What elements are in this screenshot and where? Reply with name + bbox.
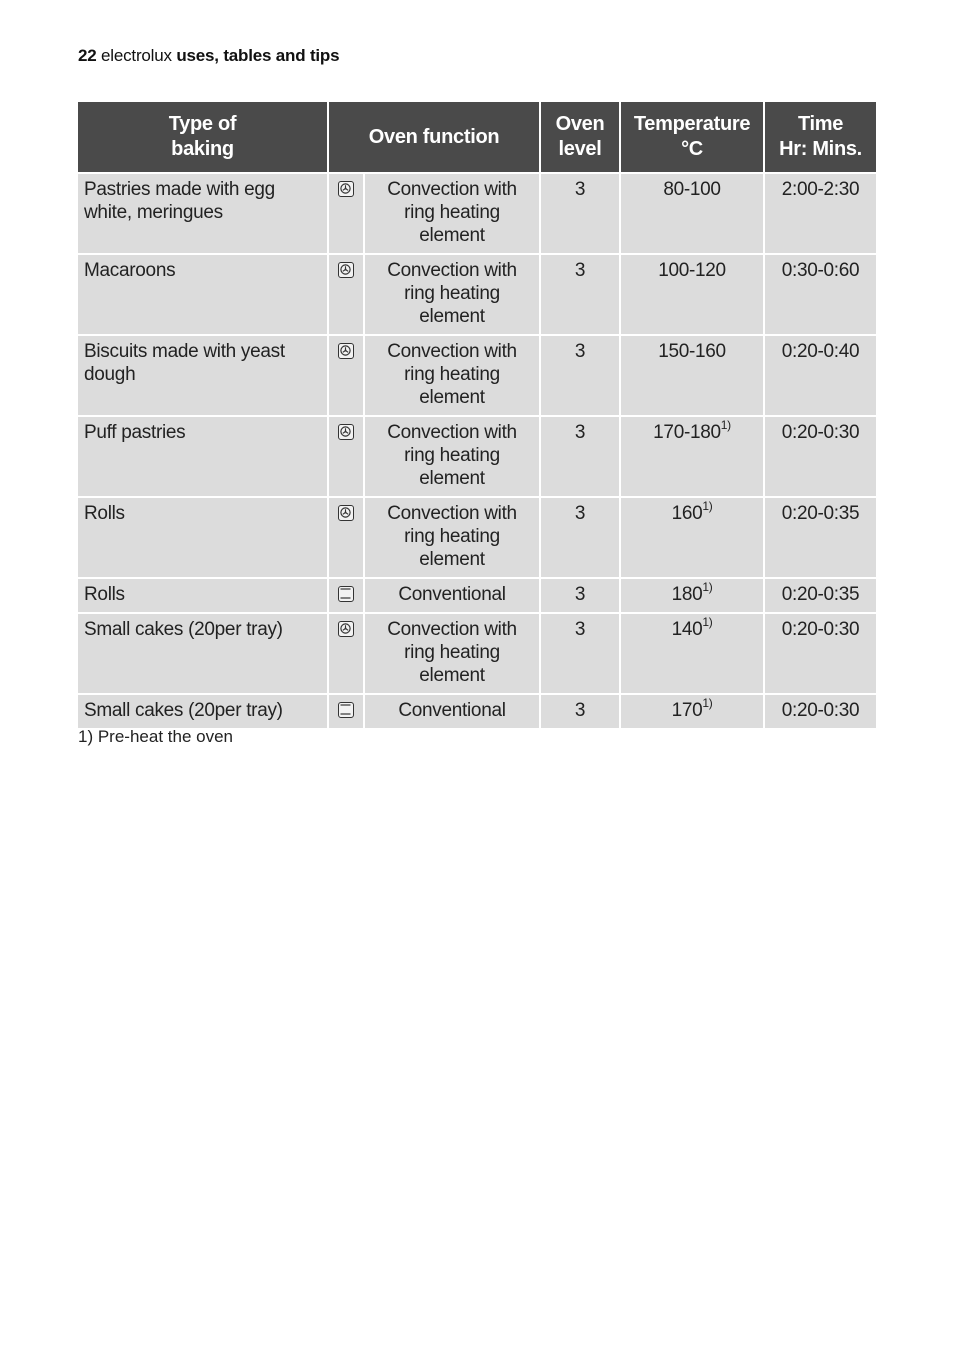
- brand-name: electrolux: [101, 46, 172, 65]
- cell-icon: [328, 578, 364, 613]
- cell-function: Convection with ring heating element: [364, 416, 540, 497]
- temperature-value: 160: [671, 503, 703, 524]
- cell-function: Convection with ring heating element: [364, 613, 540, 694]
- cell-level: 3: [540, 254, 620, 335]
- cell-type: Biscuits made with yeast dough: [78, 335, 328, 416]
- table-header-row: [78, 102, 876, 173]
- cell-temperature: [620, 335, 764, 416]
- footnote-marker: 1): [702, 615, 713, 629]
- temperature-value: 170-180: [653, 422, 721, 443]
- table-row: [78, 173, 876, 254]
- column-header-time: Time Hr: Mins.: [764, 102, 876, 173]
- cell-type: Rolls: [78, 578, 328, 613]
- cell-time: 0:20-0:30: [764, 416, 876, 497]
- convection-ring-icon: [338, 621, 354, 637]
- cell-type: Small cakes (20per tray): [78, 613, 328, 694]
- cell-icon: [328, 335, 364, 416]
- cell-temperature: [620, 694, 764, 728]
- cell-type: Rolls: [78, 497, 328, 578]
- cell-temperature: [620, 254, 764, 335]
- cell-function: Convection with ring heating element: [364, 497, 540, 578]
- convection-ring-icon: [338, 262, 354, 278]
- cell-level: 3: [540, 335, 620, 416]
- page-number: 22: [78, 46, 97, 65]
- temperature-value: 150-160: [658, 341, 726, 362]
- cell-icon: [328, 694, 364, 728]
- cell-time: 0:20-0:30: [764, 613, 876, 694]
- cell-type: Pastries made with egg white, meringues: [78, 173, 328, 254]
- cell-type: Macaroons: [78, 254, 328, 335]
- cell-level: 3: [540, 497, 620, 578]
- convection-ring-icon: [338, 343, 354, 359]
- table-row: [78, 578, 876, 613]
- column-header-type: Type of baking: [78, 102, 328, 173]
- cell-icon: [328, 173, 364, 254]
- temperature-value: 80-100: [663, 179, 721, 200]
- cell-icon: [328, 254, 364, 335]
- table-row: [78, 497, 876, 578]
- cell-function: Conventional: [364, 694, 540, 728]
- cell-time: 0:20-0:35: [764, 497, 876, 578]
- cell-level: 3: [540, 694, 620, 728]
- cell-time: 0:20-0:40: [764, 335, 876, 416]
- cell-icon: [328, 613, 364, 694]
- footnote-marker: 1): [702, 696, 713, 710]
- footnote-marker: 1): [720, 418, 731, 432]
- temperature-value: 170: [671, 700, 703, 721]
- cell-function: Convection with ring heating element: [364, 254, 540, 335]
- convection-ring-icon: [338, 424, 354, 440]
- cell-temperature: [620, 613, 764, 694]
- table-row: [78, 613, 876, 694]
- cell-temperature: [620, 173, 764, 254]
- temperature-value: 180: [671, 584, 703, 605]
- cell-function: Convection with ring heating element: [364, 335, 540, 416]
- cell-function: Convection with ring heating element: [364, 173, 540, 254]
- cell-time: 2:00-2:30: [764, 173, 876, 254]
- table-row: [78, 254, 876, 335]
- footnote: 1) Pre-heat the oven: [78, 727, 233, 746]
- convection-ring-icon: [338, 181, 354, 197]
- cell-temperature: [620, 578, 764, 613]
- cell-function: Conventional: [364, 578, 540, 613]
- cell-icon: [328, 416, 364, 497]
- cell-time: 0:30-0:60: [764, 254, 876, 335]
- cell-time: 0:20-0:30: [764, 694, 876, 728]
- temperature-value: 100-120: [658, 260, 726, 281]
- convection-ring-icon: [338, 505, 354, 521]
- cell-icon: [328, 497, 364, 578]
- table-row: [78, 694, 876, 728]
- column-header-temperature: Temperature °C: [620, 102, 764, 173]
- cell-type: Puff pastries: [78, 416, 328, 497]
- table-row: [78, 335, 876, 416]
- table-row: [78, 416, 876, 497]
- column-header-function: Oven function: [328, 102, 540, 173]
- cell-level: 3: [540, 613, 620, 694]
- column-header-level: Oven level: [540, 102, 620, 173]
- conventional-icon: [338, 586, 354, 602]
- section-title: uses, tables and tips: [176, 46, 340, 65]
- cell-temperature: [620, 497, 764, 578]
- cell-temperature: [620, 416, 764, 497]
- temperature-value: 140: [671, 619, 703, 640]
- cell-time: 0:20-0:35: [764, 578, 876, 613]
- cell-level: 3: [540, 578, 620, 613]
- footnote-marker: 1): [702, 580, 713, 594]
- cell-type: Small cakes (20per tray): [78, 694, 328, 728]
- footnote-marker: 1): [702, 499, 713, 513]
- cell-level: 3: [540, 416, 620, 497]
- baking-table: [78, 102, 876, 728]
- conventional-icon: [338, 702, 354, 718]
- cell-level: 3: [540, 173, 620, 254]
- page-header: [78, 46, 339, 66]
